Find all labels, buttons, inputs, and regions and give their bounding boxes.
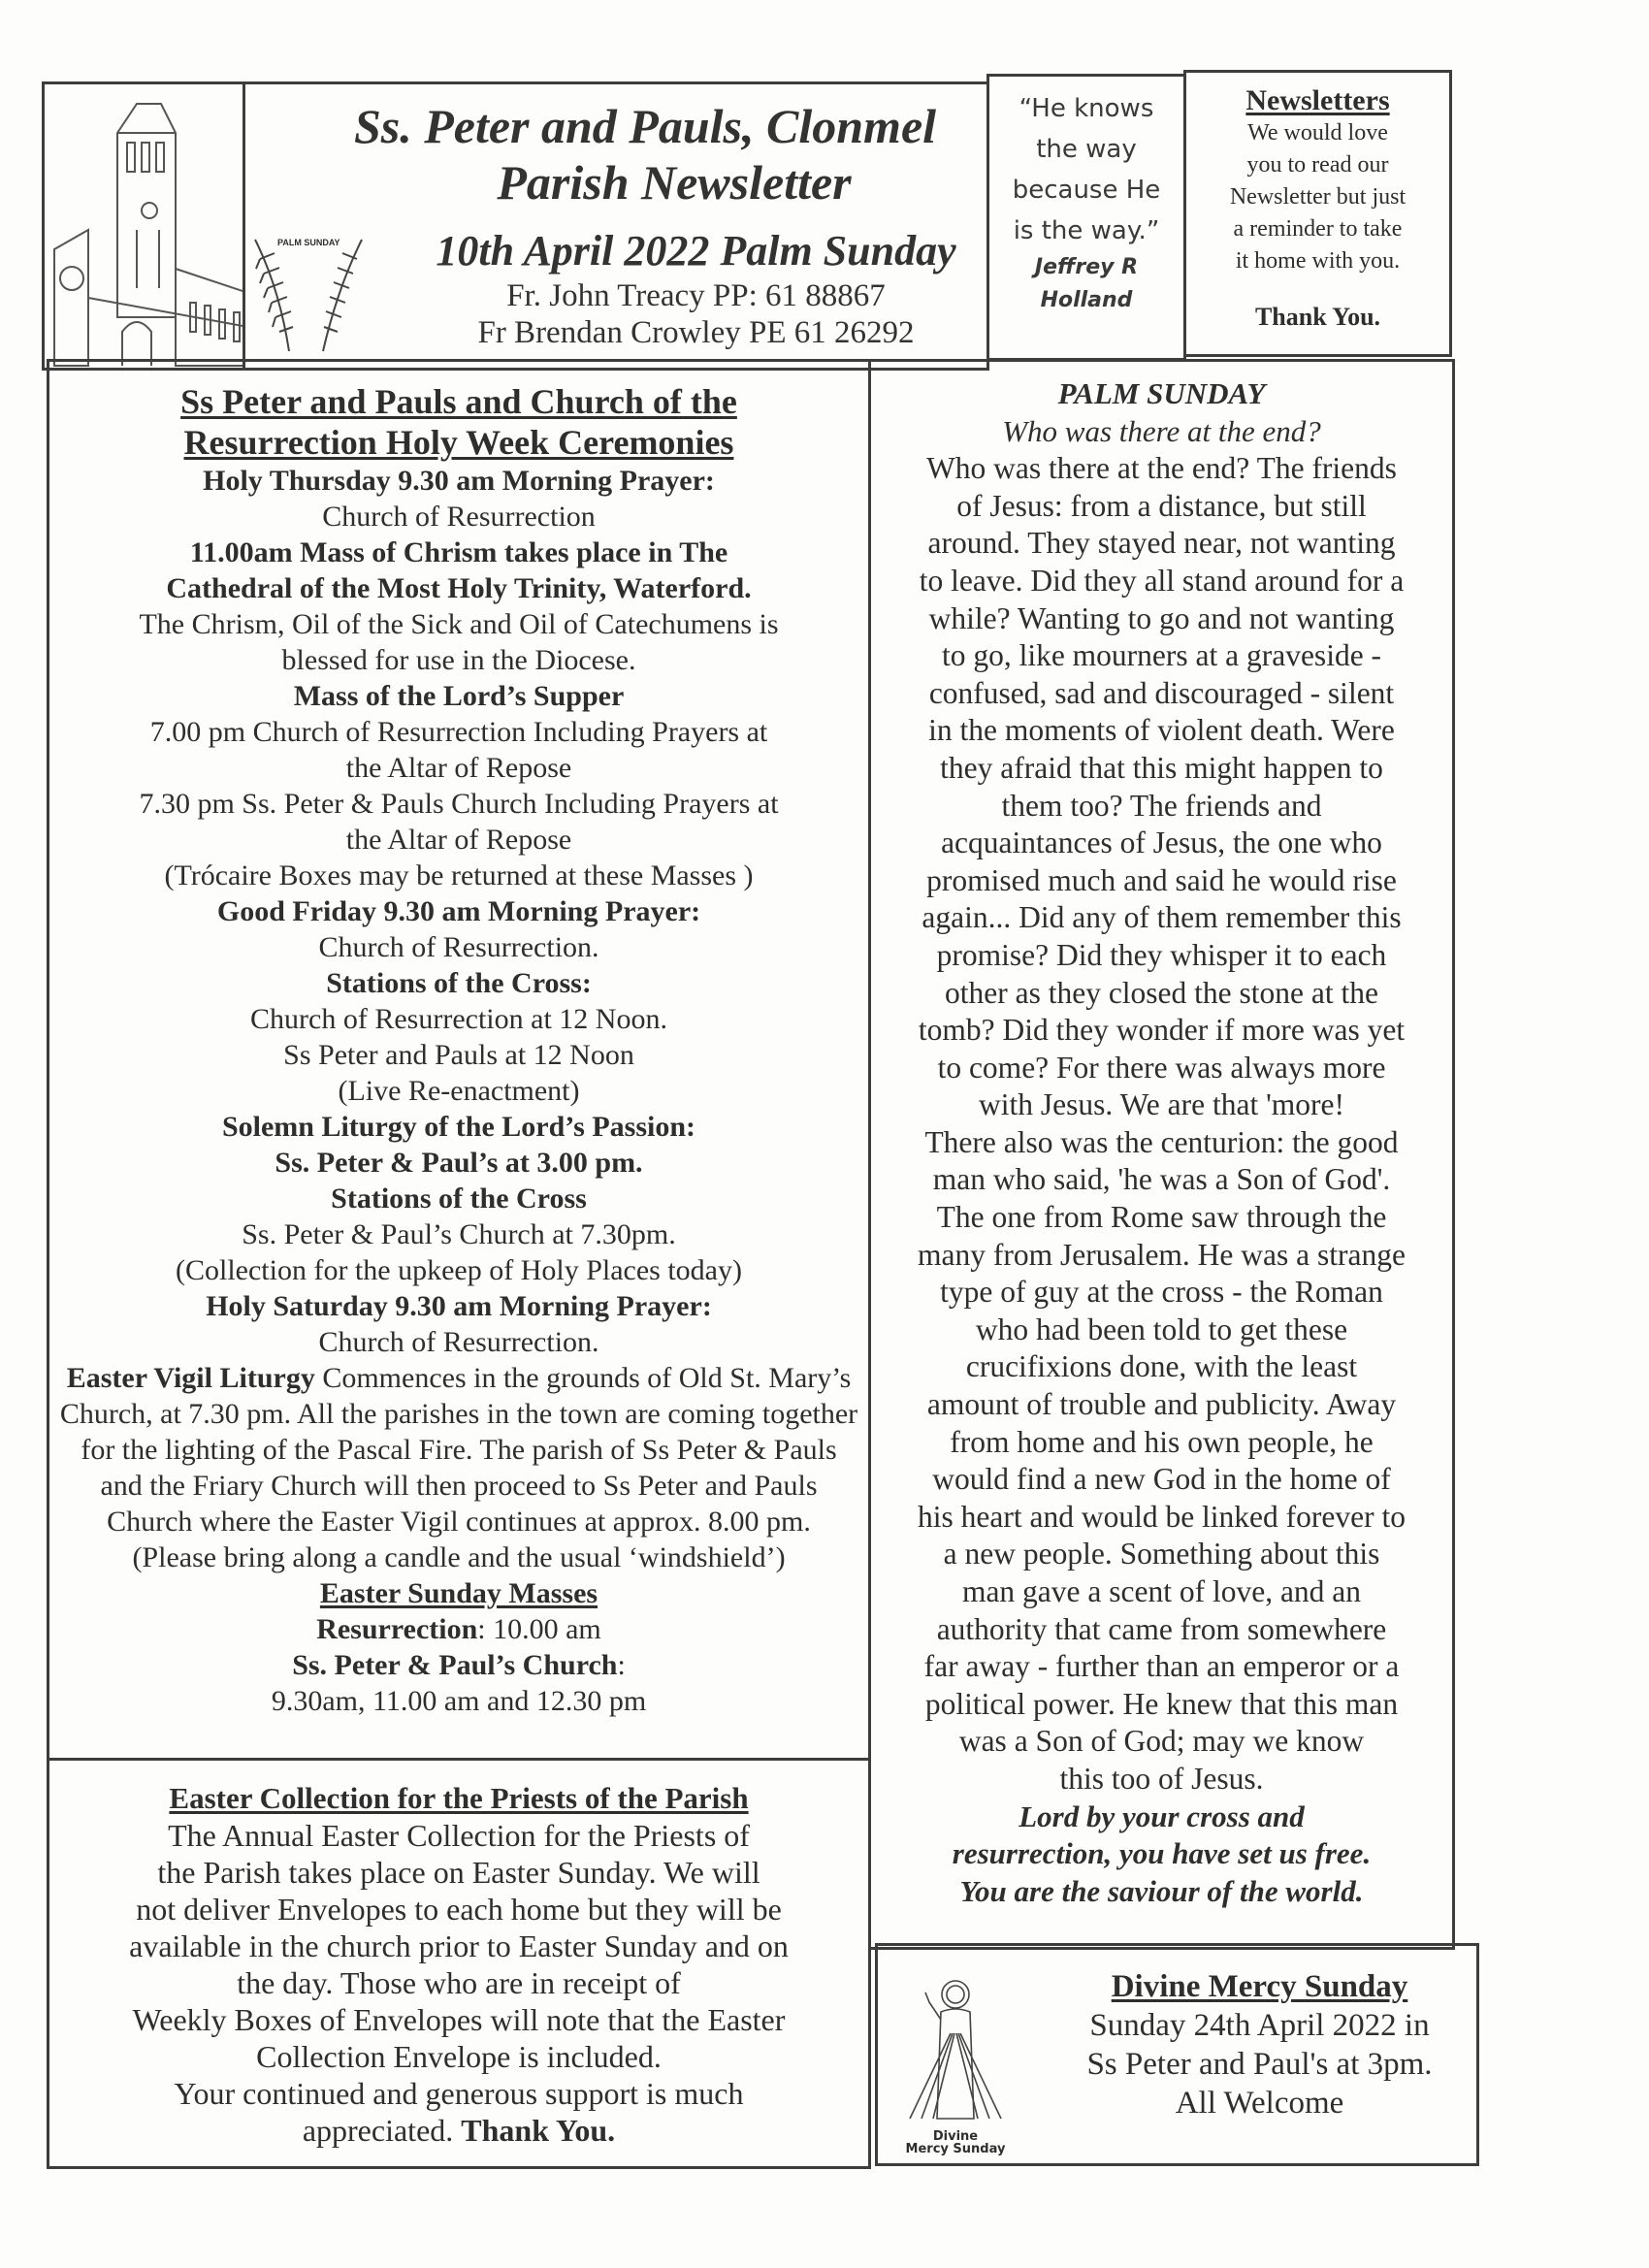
issue-date: 10th April 2022 Palm Sunday (436, 227, 956, 275)
schedule-line: Cathedral of the Most Holy Trinity, Waterford. (166, 572, 752, 604)
collection-line: the day. Those who are in receipt of (237, 1965, 681, 2000)
schedule-line: the Altar of Repose (345, 752, 572, 784)
newsletters-notice (1183, 70, 1452, 357)
schedule-line: Mass of the Lord’s Supper (293, 680, 625, 712)
newsletters-body (1186, 117, 1449, 277)
divine-mercy-notice (875, 1943, 1479, 2166)
newsletters-heading: Newsletters (1245, 84, 1390, 116)
schedule-line: Good Friday 9.30 am Morning Prayer: (216, 895, 701, 927)
reflection-line: was a Son of God; may we know (958, 1724, 1365, 1759)
divine-mercy-heading: Divine Mercy Sunday (1111, 1969, 1408, 2004)
reflection-line: promised much and said he would rise (926, 862, 1397, 897)
holy-week-ceremonies (47, 359, 871, 1761)
resurrection-label: Resurrection (316, 1613, 478, 1645)
schedule-line: Church of Resurrection at 12 Noon. (250, 1003, 667, 1035)
reflection-line: them too? The friends and (1001, 788, 1322, 823)
reflection-prayer (879, 1798, 1444, 1911)
reflection-line: promise? Did they whisper it to each (936, 937, 1387, 972)
reflection-line: man who said, 'he was a Son of God'. (932, 1162, 1391, 1197)
reflection-line: confused, sad and discouraged - silent (928, 675, 1395, 710)
reflection-line: authority that came from somewhere (936, 1611, 1387, 1646)
quote-line: “He knows (1018, 94, 1154, 123)
schedule-line: Ss. Peter & Paul’s Church at 7.30pm. (242, 1218, 676, 1250)
reflection-line: man gave a scent of love, and an (961, 1574, 1362, 1608)
reflection-line: crucifixions done, with the least (965, 1349, 1358, 1384)
newsletters-line: you to read our (1246, 152, 1389, 178)
schedule-line: (Collection for the upkeep of Holy Places today) (175, 1254, 742, 1286)
prayer-line: You are the saviour of the world. (959, 1873, 1364, 1908)
palm-sunday-reflection (868, 359, 1455, 1950)
caption-line: Divine (932, 2129, 979, 2144)
easter-vigil-text: Commences in the grounds of Old St. Mary’s Church, at 7.30 pm. All the parishes in the town are coming together for the lighting of the Pascal Fire. The parish of Ss Peter & Pauls and the Friary Church will then proceed to Ss Peter and Pauls Church where the Easter Vigil continues at approx. 8.00 pm. (59, 1362, 858, 1538)
divine-mercy-line: Ss Peter and Paul's at 3pm. (1086, 2047, 1433, 2082)
schedule-line: Stations of the Cross (331, 1183, 587, 1215)
reflection-line: his heart and would be linked forever to (918, 1499, 1406, 1534)
quote-author (989, 251, 1183, 317)
ceremonies-heading-line: Ss Peter and Pauls and Church of the (180, 382, 737, 421)
palm-leaf-icon (250, 230, 376, 356)
reflection-line: type of guy at the cross - the Roman (940, 1275, 1383, 1310)
prayer-line: resurrection, you have set us free. (952, 1836, 1372, 1871)
palm-sunday-label: PALM SUNDAY (277, 238, 340, 247)
reflection-line: in the moments of violent death. Were (928, 713, 1395, 748)
reflection-line: acquaintances of Jesus, the one who (941, 826, 1382, 860)
divine-mercy-line: Sunday 24th April 2022 in (1089, 2008, 1430, 2043)
newsletter-title: Parish Newsletter (497, 155, 852, 210)
newsletter-title-box (242, 81, 989, 371)
collection-line: the Parish takes place on Easter Sunday. We will (157, 1855, 760, 1890)
divine-mercy-caption (892, 2130, 1018, 2155)
schedule-line: 7.00 pm Church of Resurrection Including Prayers at (149, 716, 768, 748)
ceremonies-schedule (49, 463, 868, 1360)
reflection-line: again... Did any of them remember this (922, 900, 1402, 935)
priest-emeritus-contact: Fr Brendan Crowley PE 61 26292 (477, 315, 915, 350)
reflection-line: to leave. Did they all stand around for a (919, 563, 1405, 598)
divine-mercy-image (892, 1973, 1018, 2157)
newsletters-thanks: Thank You. (1254, 303, 1381, 331)
ceremonies-heading (49, 381, 868, 463)
reflection-line: with Jesus. We are that 'more! (979, 1087, 1344, 1122)
reflection-line: this too of Jesus. (1059, 1761, 1264, 1796)
reflection-line: political power. He knew that this man (924, 1686, 1399, 1721)
schedule-line: The Chrism, Oil of the Sick and Oil of Catechumens is (139, 608, 779, 640)
schedule-line: Church of Resurrection. (318, 1326, 599, 1358)
reflection-line: The one from Rome saw through the (936, 1200, 1387, 1235)
schedule-line: Ss Peter and Pauls at 12 Noon (283, 1039, 634, 1071)
reflection-line: tomb? Did they wonder if more was yet (918, 1013, 1406, 1048)
easter-vigil-label: Easter Vigil Liturgy (66, 1362, 315, 1394)
schedule-line: Ss. Peter & Paul’s at 3.00 pm. (275, 1147, 643, 1179)
newsletters-line: a reminder to take (1233, 216, 1403, 242)
reflection-line: other as they closed the stone at the (945, 975, 1378, 1010)
reflection-line: Who was there at the end? The friends (926, 451, 1397, 486)
schedule-line: blessed for use in the Diocese. (281, 644, 636, 676)
schedule-line: (Trócaire Boxes may be returned at these Masses ) (164, 859, 754, 891)
collection-line: not deliver Envelopes to each home but they will be (136, 1892, 782, 1927)
easter-vigil-note: (Please bring along a candle and the usual ‘windshield’) (132, 1541, 786, 1573)
schedule-line: 11.00am Mass of Chrism takes place in The (189, 536, 728, 568)
resurrection-time: : 10.00 am (477, 1613, 601, 1645)
schedule-line: Holy Saturday 9.30 am Morning Prayer: (206, 1290, 712, 1322)
reflection-line: would find a new God in the home of (932, 1462, 1391, 1497)
schedule-line: Church of Resurrection (322, 501, 596, 533)
easter-collection-notice (47, 1758, 871, 2169)
caption-line: Mercy Sunday (905, 2142, 1006, 2156)
easter-vigil-paragraph (49, 1360, 868, 1719)
reflection-body (879, 450, 1444, 1798)
quote-line: the way (1036, 135, 1137, 164)
collection-thanks: Thank You. (461, 2113, 616, 2148)
prayer-line: Lord by your cross and (1018, 1798, 1305, 1833)
reflection-line: they afraid that this might happen to (940, 750, 1383, 785)
reflection-line: from home and his own people, he (950, 1424, 1374, 1459)
schedule-line: (Live Re-enactment) (338, 1075, 580, 1107)
quote-text (989, 77, 1183, 251)
collection-line: Weekly Boxes of Envelopes will note that the Easter (132, 2002, 786, 2037)
quote-author-line: Holland (1040, 288, 1133, 312)
schedule-line: Solemn Liturgy of the Lord’s Passion: (221, 1111, 696, 1143)
ceremonies-heading-line: Resurrection Holy Week Ceremonies (183, 423, 734, 462)
newsletters-line: Newsletter but just (1229, 184, 1406, 210)
reflection-line: while? Wanting to go and not wanting (928, 600, 1395, 635)
collection-line: Your continued and generous support is much (174, 2076, 744, 2111)
parish-priest-contact: Fr. John Treacy PP: 61 88867 (506, 278, 886, 313)
quote-line: because He (1012, 176, 1161, 205)
divine-mercy-jesus-icon (892, 1973, 1018, 2128)
sspp-church-label: Ss. Peter & Paul’s Church (292, 1649, 618, 1681)
reflection-line: who had been told to get these (975, 1312, 1348, 1346)
palm-sunday-illustration (250, 230, 376, 356)
reflection-line: far away - further than an emperor or a (923, 1649, 1400, 1684)
collection-line: The Annual Easter Collection for the Priests of (168, 1818, 750, 1853)
schedule-line: 7.30 pm Ss. Peter & Pauls Church Including Prayers at (139, 788, 779, 820)
quote-line: is the way.” (1013, 216, 1160, 245)
collection-line: Collection Envelope is included. (256, 2039, 662, 2074)
newsletters-line: it home with you. (1235, 248, 1401, 274)
reflection-line: of Jesus: from a distance, but still (956, 488, 1367, 523)
divine-mercy-line: All Welcome (1175, 2086, 1344, 2121)
reflection-line: around. They stayed near, not wanting (927, 526, 1396, 561)
sspp-mass-times: 9.30am, 11.00 am and 12.30 pm (271, 1685, 647, 1717)
reflection-title: PALM SUNDAY (1057, 376, 1266, 410)
reflection-line: There also was the centurion: the good (924, 1124, 1399, 1159)
quote-box (986, 74, 1186, 361)
easter-sunday-heading: Easter Sunday Masses (319, 1577, 598, 1609)
collection-line: available in the church prior to Easter Sunday and on (129, 1928, 789, 1963)
schedule-line: Stations of the Cross: (326, 967, 592, 999)
schedule-line: Church of Resurrection. (318, 931, 599, 963)
church-icon (45, 84, 245, 371)
collection-line: appreciated. (302, 2113, 462, 2148)
reflection-line: a new people. Something about this (943, 1537, 1380, 1571)
reflection-line: to go, like mourners at a graveside - (941, 638, 1382, 673)
reflection-line: to come? For there was always more (937, 1050, 1386, 1085)
parish-name: Ss. Peter and Pauls, Clonmel (353, 99, 937, 153)
church-illustration (42, 81, 245, 371)
quote-author-line: Jeffrey R (1034, 255, 1139, 279)
sspp-colon: : (617, 1649, 626, 1681)
reflection-line: amount of trouble and publicity. Away (926, 1387, 1397, 1422)
collection-heading: Easter Collection for the Priests of the Parish (169, 1781, 749, 1815)
reflection-line: many from Jerusalem. He was a strange (918, 1237, 1406, 1272)
schedule-line: the Altar of Repose (345, 824, 572, 856)
schedule-line: Holy Thursday 9.30 am Morning Prayer: (203, 465, 715, 497)
reflection-subtitle: Who was there at the end? (1002, 413, 1321, 448)
newsletters-line: We would love (1247, 120, 1388, 146)
collection-body (49, 1761, 868, 2149)
